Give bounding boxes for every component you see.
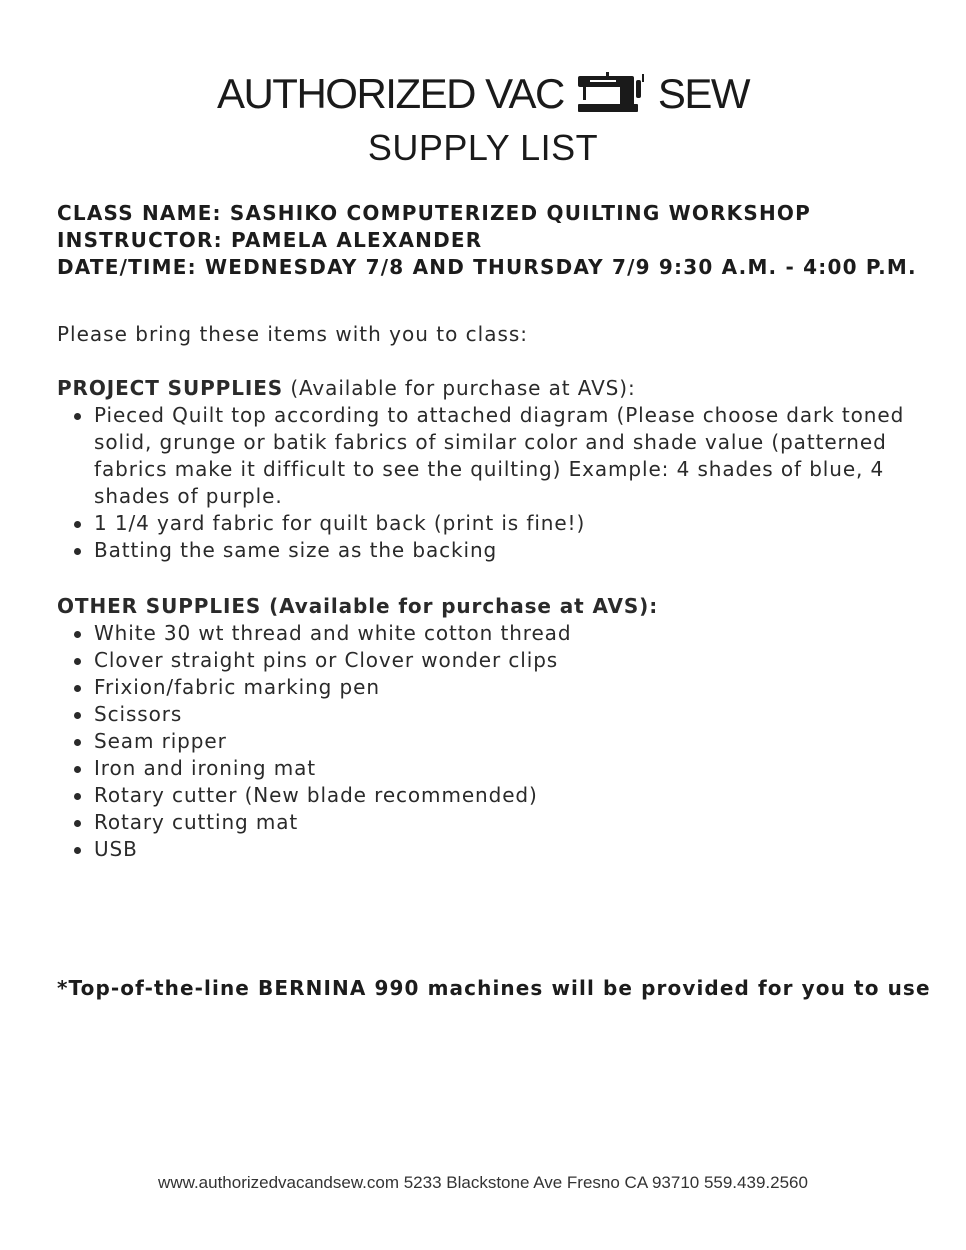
bullet-icon [74,658,81,665]
other-supplies-section [57,593,927,863]
machine-note: *Top-of-the-line BERNINA 990 machines will be provided for you to use [57,976,931,1000]
list-item [94,674,927,701]
bullet-icon [74,766,81,773]
list-item-text: Iron and ironing mat [94,756,317,780]
list-item-text: Batting the same size as the backing [94,538,498,562]
list-item-text: Rotary cutter (New blade recommended) [94,783,538,807]
bullet-icon [74,739,81,746]
list-item [94,836,927,863]
list-item-text: Scissors [94,702,183,726]
list-item [94,620,927,647]
project-supplies-list [57,402,927,564]
sewing-machine-icon [576,72,646,116]
list-item-text: White 30 wt thread and white cotton thread [94,621,572,645]
bullet-icon [74,793,81,800]
list-item [94,809,927,836]
footer-contact: www.authorizedvacandsew.com 5233 Blackstone Ave Fresno CA 93710 559.439.2560 [158,1173,808,1192]
list-item-text: Frixion/fabric marking pen [94,675,380,699]
date-time: DATE/TIME: WEDNESDAY 7/8 AND THURSDAY 7/9 9:30 A.M. - 4:00 P.M. [57,255,917,279]
list-item-text: USB [94,837,138,861]
project-supplies-heading-note: (Available for purchase at AVS): [283,376,636,400]
bullet-icon [74,413,81,420]
list-item-text: Pieced Quilt top according to attached diagram (Please choose dark toned solid, grunge or batik fabrics of similar color and shade value (patterned fabrics make it difficult to see the quilting) Example: 4 shades of blue, 4 shades of purple. [94,403,905,508]
list-item [94,537,927,564]
brand-right-text: SEW [657,70,750,117]
bullet-icon [74,631,81,638]
list-item-text: Clover straight pins or Clover wonder clips [94,648,559,672]
project-supplies-section [57,375,927,564]
project-supplies-heading-label: PROJECT SUPPLIES [57,376,284,400]
class-name: CLASS NAME: SASHIKO COMPUTERIZED QUILTING WORKSHOP [57,201,811,225]
list-item [94,647,927,674]
document-header [0,66,966,170]
project-supplies-heading [57,375,927,402]
page-title: SUPPLY LIST [367,127,599,168]
list-item [94,728,927,755]
bullet-icon [74,685,81,692]
bullet-icon [74,712,81,719]
bullet-icon [74,521,81,528]
list-item [94,402,927,510]
list-item-text: 1 1/4 yard fabric for quilt back (print is fine!) [94,511,586,535]
brand-title [217,66,749,122]
list-item [94,701,927,728]
bullet-icon [74,847,81,854]
list-item [94,782,927,809]
class-info [57,200,917,281]
intro-text: Please bring these items with you to class: [57,322,529,346]
other-supplies-heading [57,593,927,620]
list-item-text: Rotary cutting mat [94,810,299,834]
other-supplies-list [57,620,927,863]
list-item [94,510,927,537]
bullet-icon [74,548,81,555]
instructor: INSTRUCTOR: PAMELA ALEXANDER [57,228,483,252]
other-supplies-heading-label: OTHER SUPPLIES (Available for purchase at AVS): [57,594,659,618]
brand-left-text: AUTHORIZED VAC [216,70,564,117]
list-item [94,755,927,782]
list-item-text: Seam ripper [94,729,227,753]
bullet-icon [74,820,81,827]
